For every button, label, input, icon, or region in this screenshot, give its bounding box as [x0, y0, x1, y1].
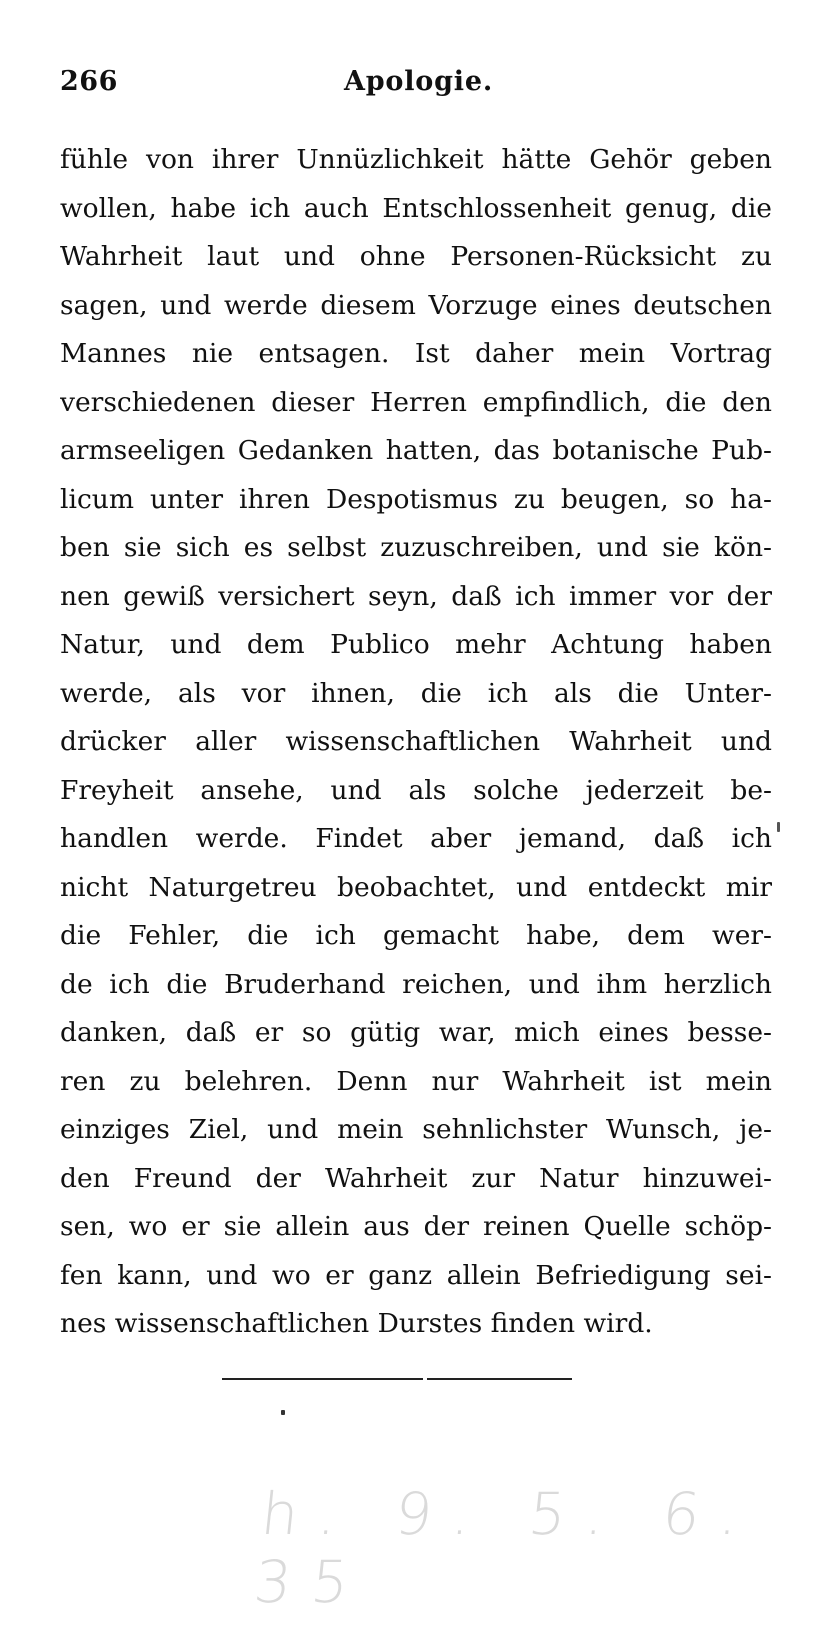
text-line: armseeligen Gedanken hatten, das botanische Pub- [60, 435, 772, 466]
text-line: danken, daß er so gütig war, mich eines besse- [60, 1017, 772, 1048]
margin-speck [777, 822, 780, 832]
text-line: ben sie sich es selbst zuzuschreiben, und sie kön- [60, 532, 772, 563]
text-line: verschiedenen dieser Herren empfindlich, die den [60, 386, 772, 418]
text-line: de ich die Bruderhand reichen, und ihm herzlich [60, 968, 772, 1000]
text-line: sagen, und werde diesem Vorzuge eines deutschen [60, 289, 772, 321]
text-line: nicht Naturgetreu beobachtet, und entdeckt mir [60, 871, 772, 903]
text-line: licum unter ihren Despotismus zu beugen, so ha- [60, 483, 772, 515]
text-line: wollen, habe ich auch Entschlossenheit genug, die [60, 192, 772, 224]
text-line: fen kann, und wo er ganz allein Befriedigung sei- [60, 1259, 772, 1291]
end-rule-gap [423, 1375, 427, 1383]
text-line: den Freund der Wahrheit zur Natur hinzuwei- [60, 1162, 772, 1194]
text-line: Wahrheit laut und ohne Personen-Rücksicht zu [60, 241, 772, 272]
text-line: die Fehler, die ich gemacht habe, dem wer- [60, 920, 772, 951]
text-line: Natur, und dem Publico mehr Achtung haben [60, 629, 772, 660]
end-rule [222, 1378, 572, 1380]
text-line: Freyheit ansehe, und als solche jederzeit be- [60, 774, 772, 806]
text-line: ren zu belehren. Denn nur Wahrheit ist mein [60, 1065, 772, 1097]
running-title: Apologie. [344, 66, 494, 97]
text-line: werde, als vor ihnen, die ich als die Unter- [60, 677, 772, 709]
text-line: nen gewiß versichert seyn, daß ich immer vor der [60, 580, 772, 612]
ink-dot [281, 1410, 285, 1415]
faded-stamp: h. 9. 5. 6. 35 [250, 1480, 762, 1616]
page-number: 266 [60, 66, 118, 97]
text-line-last: nes wissenschaftlichen Durstes finden wird. [60, 1308, 653, 1339]
text-line: einziges Ziel, und mein sehnlichster Wunsch, je- [60, 1114, 772, 1145]
text-line: fühle von ihrer Unnüzlichkeit hätte Gehör geben [60, 144, 772, 175]
text-line: drücker aller wissenschaftlichen Wahrheit und [60, 726, 772, 757]
text-line: handlen werde. Findet aber jemand, daß ich [60, 823, 772, 854]
text-line: Mannes nie entsagen. Ist daher mein Vortrag [60, 338, 772, 369]
body-text [60, 136, 772, 1349]
text-line: sen, wo er sie allein aus der reinen Quelle schöp- [60, 1211, 772, 1242]
